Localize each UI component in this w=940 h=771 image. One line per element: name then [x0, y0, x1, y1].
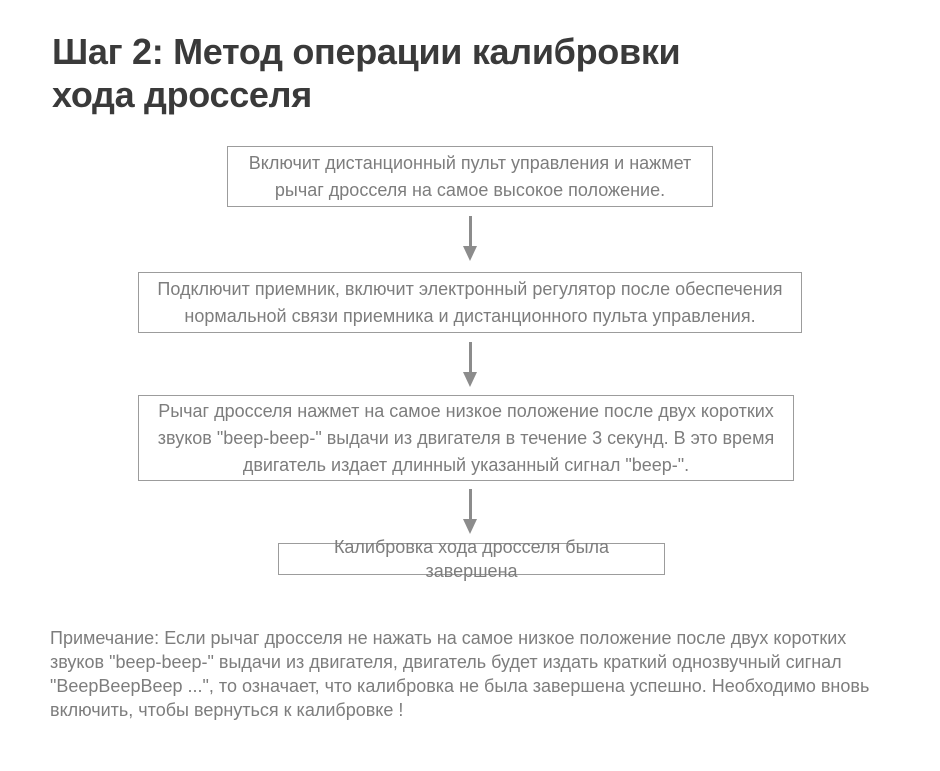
- arrow-shaft: [469, 489, 472, 519]
- arrow-head: [463, 372, 477, 387]
- flow-step-4-box: Калибровка хода дросселя была завершена: [278, 543, 665, 575]
- flow-step-1-box: Включит дистанционный пульт управления и нажмет рычаг дросселя на самое высокое положение.: [227, 146, 713, 207]
- arrow-head: [463, 246, 477, 261]
- flow-step-2-box: Подключит приемник, включит электронный регулятор после обеспечения нормальной связи приемника и дистанционного пульта управления.: [138, 272, 802, 333]
- page-title: [52, 30, 680, 116]
- arrow-shaft: [469, 216, 472, 246]
- note-text: Примечание: Если рычаг дросселя не нажать на самое низкое положение после двух коротких звуков "beep-beep-" выдачи из двигателя, двигатель будет издать краткий однозвучный сигнал "BeepBeepBeep ...", то означает, что калибровка не была завершена успешно. Необходимо вновь включить, чтобы вернуться к калибровке !: [50, 628, 870, 720]
- down-arrow-icon: [462, 342, 478, 387]
- arrow-head: [463, 519, 477, 534]
- down-arrow-icon: [462, 489, 478, 534]
- page-title-line-2: хода дросселя: [52, 74, 312, 115]
- page-title-line-1: Шаг 2: Метод операции калибровки: [52, 31, 681, 72]
- flow-step-3-box: Рычаг дросселя нажмет на самое низкое положение после двух коротких звуков "beep-beep-" выдачи из двигателя в течение 3 секунд. В это время двигатель издает длинный указанный сигнал "beep-".: [138, 395, 794, 481]
- down-arrow-icon: [462, 216, 478, 261]
- arrow-shaft: [469, 342, 472, 372]
